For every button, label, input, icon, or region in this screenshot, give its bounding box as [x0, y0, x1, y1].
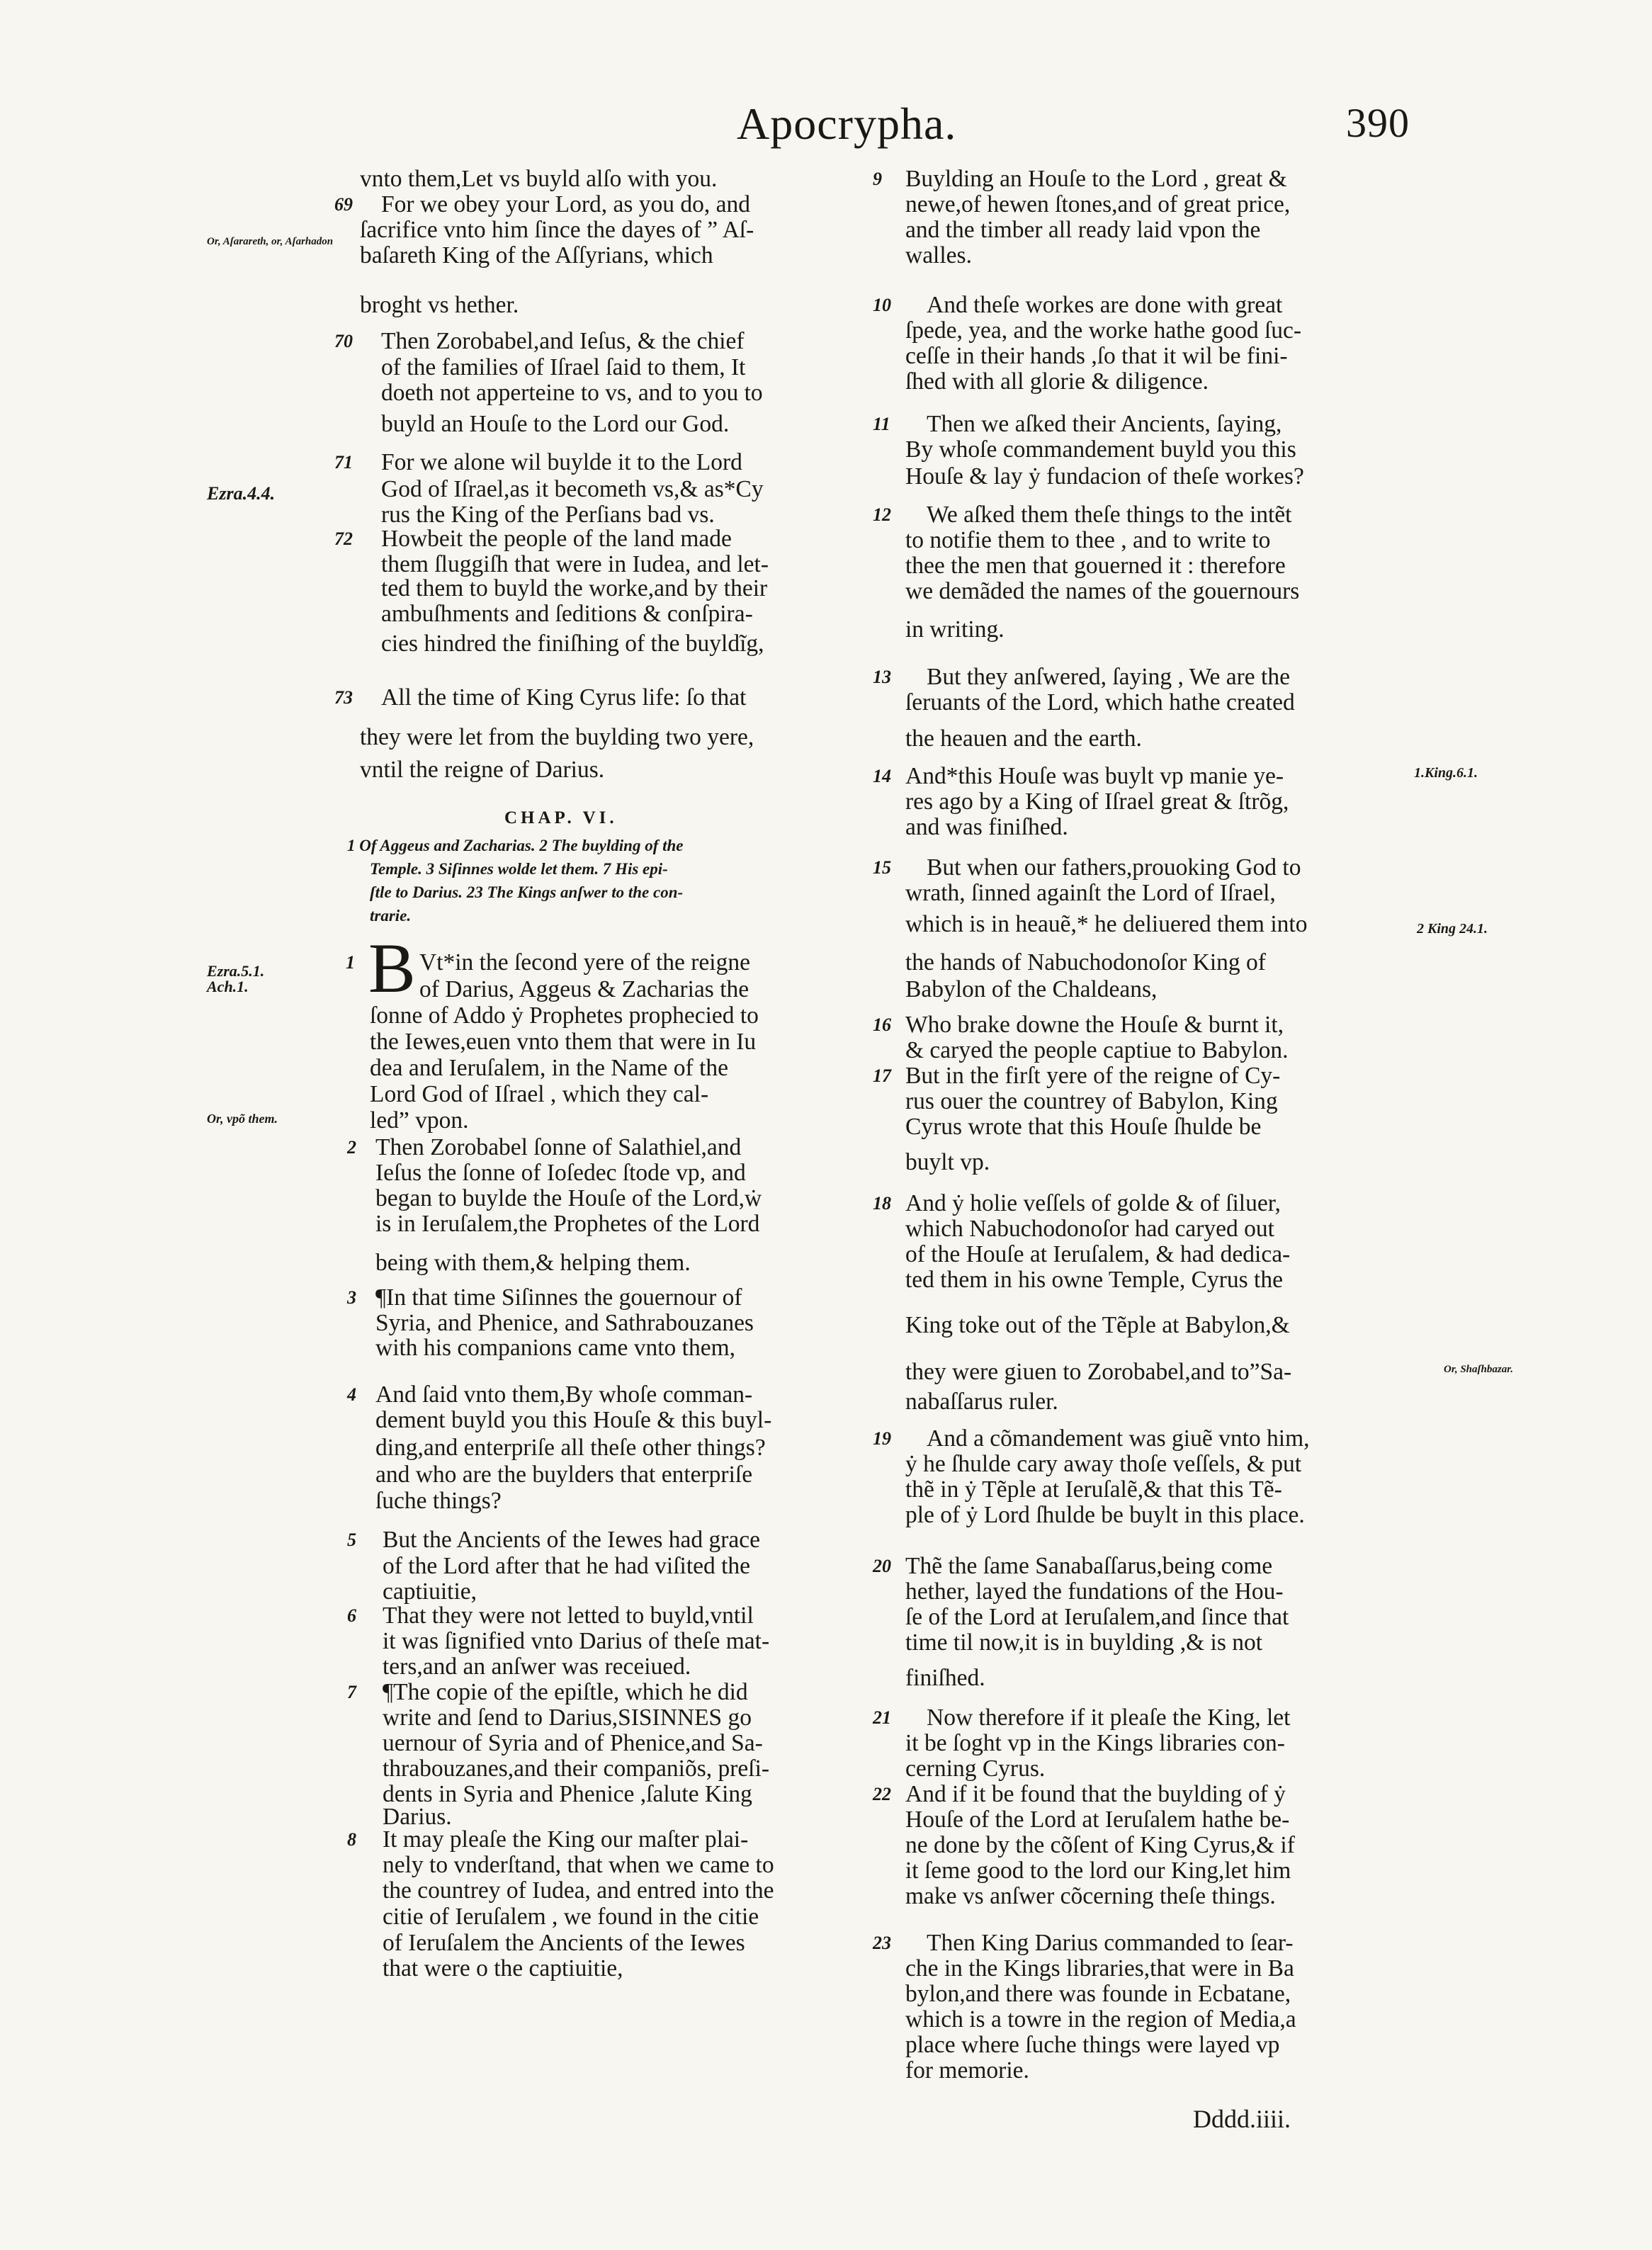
verse-number: 17	[873, 1065, 891, 1086]
text-line: of Ieruſalem the Ancients of the Iewes	[383, 1930, 745, 1956]
page-number: 390	[1346, 100, 1410, 146]
text-line: make vs anſwer cõcerning theſe things.	[905, 1883, 1276, 1909]
text-line: began to buylde the Houſe of the Lord,ẇ	[375, 1185, 762, 1211]
text-line: ſonne of Addo ẏ Prophetes prophecied to	[370, 1002, 759, 1029]
text-line: hether, layed the fundations of the Hou-	[905, 1578, 1284, 1605]
text-line: Syria, and Phenice, and Sathrabouzanes	[375, 1310, 754, 1336]
verse-number: 73	[334, 687, 353, 708]
text-line: ters,and an anſwer was receiued.	[383, 1653, 691, 1680]
text-line: being with them,& helping them.	[375, 1250, 691, 1276]
summary-line: trarie.	[370, 907, 412, 925]
verse-number: 7	[347, 1682, 356, 1702]
text-line: By whoſe commandement buyld you this	[905, 436, 1296, 463]
text-line: And ſaid vnto them,By whoſe comman-	[375, 1381, 753, 1408]
text-line: Then Zorobabel ſonne of Salathiel,and	[375, 1134, 742, 1160]
verse-number: 18	[873, 1193, 891, 1214]
margin-note: Or, vpõ them.	[207, 1112, 278, 1126]
text-line: For we obey your Lord, as you do, and	[381, 191, 751, 217]
text-line: finiſhed.	[905, 1665, 985, 1691]
verse-number: 2	[347, 1137, 356, 1158]
text-line: they were let from the buylding two yere,	[360, 724, 754, 750]
text-line: We aſked them theſe things to the intẽt	[927, 502, 1292, 528]
margin-note: 1.King.6.1.	[1414, 765, 1478, 781]
text-line: Babylon of the Chaldeans,	[905, 976, 1158, 1002]
text-line: citie of Ieruſalem , we found in the citie	[383, 1904, 759, 1930]
verse-number: 1	[346, 952, 355, 973]
verse-number: 70	[334, 331, 353, 351]
text-line: God of Iſrael,as it becometh vs,& as*Cy	[381, 476, 764, 502]
text-line: Then Zorobabel,and Ieſus, & the chief	[381, 328, 745, 354]
text-line: che in the Kings libraries,that were in Ba	[905, 1955, 1294, 1982]
chapter-heading: CHAP. VI.	[504, 808, 618, 827]
text-line: vnto them,Let vs buyld alſo with you.	[360, 166, 718, 192]
verse-number: 15	[873, 857, 891, 878]
text-line: ple of ẏ Lord ſhulde be buylt in this place.	[905, 1502, 1305, 1528]
text-line: buylt vp.	[905, 1149, 990, 1175]
text-line: For we alone wil buylde it to the Lord	[381, 449, 742, 475]
verse-number: 6	[347, 1605, 356, 1626]
text-line: dea and Ieruſalem, in the Name of the	[370, 1055, 729, 1081]
text-line: we demãded the names of the gouernours	[905, 578, 1300, 604]
text-line: Darius.	[383, 1804, 452, 1830]
text-line: buyld an Houſe to the Lord our God.	[381, 411, 730, 437]
text-line: cies hindred the finiſhing of the buyldĩg,	[381, 631, 764, 657]
text-line: is in Ieruſalem,the Prophetes of the Lord	[375, 1211, 760, 1237]
text-line: ted them to buyld the worke,and by their	[381, 575, 768, 601]
text-line: ted them in his owne Temple, Cyrus the	[905, 1267, 1283, 1293]
text-line: bylon,and there was founde in Ecbatane,	[905, 1981, 1291, 2007]
text-line: doeth not apperteine to vs, and to you to	[381, 380, 763, 406]
verse-number: 69	[334, 194, 353, 215]
text-line: Cyrus wrote that this Houſe ſhulde be	[905, 1114, 1262, 1140]
text-line: them ſluggiſh that were in Iudea, and let-	[381, 551, 769, 577]
text-line: Lord God of Iſrael , which they cal-	[370, 1081, 709, 1107]
text-line: And ẏ holie veſſels of golde & of ſiluer,	[905, 1190, 1281, 1216]
text-line: ¶In that time Siſinnes the gouernour of	[375, 1284, 742, 1311]
text-line: res ago by a King of Iſrael great & ſtrõg,	[905, 788, 1289, 815]
text-line: And a cõmandement was giuẽ vnto him,	[927, 1425, 1310, 1452]
text-line: the hands of Nabuchodonoſor King of	[905, 949, 1266, 976]
text-line: nely to vnderſtand, that when we came to	[383, 1852, 774, 1878]
text-line: place where ſuche things were layed vp	[905, 2032, 1280, 2058]
summary-line: Temple. 3 Siſinnes wolde let them. 7 His epi-	[370, 860, 668, 878]
text-line: And*this Houſe was buylt vp manie ye-	[905, 763, 1284, 789]
verse-number: 10	[873, 295, 891, 315]
margin-note: Ezra.5.1. Ach.1.	[207, 962, 265, 995]
text-line: that were o the captiuitie,	[383, 1955, 623, 1982]
text-line: Ieſus the ſonne of Ioſedec ſtode vp, and	[375, 1160, 746, 1186]
text-line: Then King Darius commanded to ſear-	[927, 1930, 1294, 1956]
text-line: But in the firſt yere of the reigne of Cy-	[905, 1063, 1281, 1089]
text-line: Vt*in the ſecond yere of the reigne	[419, 949, 750, 976]
verse-number: 20	[873, 1556, 891, 1576]
text-line: baſareth King of the Aſſyrians, which	[360, 242, 713, 268]
margin-note: 2 King 24.1.	[1417, 921, 1488, 937]
summary-line: 1 Of Aggeus and Zacharias. 2 The buylding of the	[347, 837, 684, 854]
verse-number: 5	[347, 1530, 356, 1550]
verse-number: 71	[334, 452, 353, 473]
text-line: And theſe workes are done with great	[927, 292, 1283, 318]
text-line: ambuſhments and ſeditions & conſpira-	[381, 601, 753, 627]
text-line: dents in Syria and Phenice ,ſalute King	[383, 1781, 752, 1807]
text-line: And if it be found that the buylding of ẏ	[905, 1781, 1286, 1807]
verse-number: 3	[347, 1287, 356, 1308]
text-line: of the families of Iſrael ſaid to them, It	[381, 354, 746, 380]
text-line: it was ſignified vnto Darius of theſe mat-	[383, 1628, 770, 1654]
text-line: Houſe of the Lord at Ieruſalem hathe be-	[905, 1807, 1290, 1833]
text-line: Houſe & lay ẏ fundacion of theſe workes?	[905, 463, 1304, 490]
text-line: ¶The copie of the epiſtle, which he did	[383, 1679, 748, 1705]
text-line: But when our fathers,prouoking God to	[927, 854, 1301, 881]
text-line: thẽ in ẏ Tẽple at Ieruſalẽ,& that this Tẽ-	[905, 1476, 1282, 1503]
text-line: Who brake downe the Houſe & burnt it,	[905, 1012, 1284, 1038]
text-line: ſpede, yea, and the worke hathe good ſuc-	[905, 317, 1302, 344]
text-line: which is a towre in the region of Media,a	[905, 2006, 1296, 2033]
text-line: uernour of Syria and of Phenice,and Sa-	[383, 1730, 763, 1756]
text-line: led” vpon.	[370, 1107, 469, 1134]
text-line: with his companions came vnto them,	[375, 1335, 735, 1361]
text-line: thee the men that gouerned it : therefore	[905, 553, 1286, 579]
text-line: which Nabuchodonoſor had caryed out	[905, 1216, 1274, 1242]
verse-number: 23	[873, 1933, 891, 1953]
margin-note: Or, Aſarareth, or, Aſarhadon	[207, 236, 334, 247]
text-line: ſeruants of the Lord, which hathe created	[905, 689, 1295, 716]
text-line: and the timber all ready laid vpon the	[905, 217, 1261, 243]
text-line: they were giuen to Zorobabel,and to”Sa-	[905, 1359, 1292, 1385]
text-line: But the Ancients of the Iewes had grace	[383, 1527, 761, 1553]
text-line: vntil the reigne of Darius.	[360, 757, 605, 783]
text-line: ẏ he ſhulde cary away thoſe veſſels, & put	[905, 1451, 1302, 1477]
text-line: of Darius, Aggeus & Zacharias the	[419, 976, 749, 1002]
text-line: nabaſſarus ruler.	[905, 1389, 1058, 1415]
text-line: cerning Cyrus.	[905, 1756, 1046, 1782]
text-line: for memorie.	[905, 2057, 1029, 2084]
text-line: broght vs hether.	[360, 292, 519, 318]
verse-number: 19	[873, 1428, 891, 1449]
text-line: time til now,it is in buylding ,& is not	[905, 1629, 1263, 1656]
text-line: & caryed the people captiue to Babylon.	[905, 1037, 1289, 1063]
text-line: of the Houſe at Ieruſalem, & had dedica-	[905, 1241, 1291, 1267]
text-line: it be ſoght vp in the Kings libraries con-	[905, 1730, 1285, 1756]
drop-capital: B	[368, 929, 416, 1007]
text-line: rus the King of the Perſians bad vs.	[381, 502, 715, 528]
text-line: the heauen and the earth.	[905, 725, 1142, 752]
text-line: thrabouzanes,and their companiõs, preſi-	[383, 1756, 770, 1782]
text-line: ceſſe in their hands ,ſo that it wil be fini-	[905, 343, 1288, 369]
verse-number: 22	[873, 1784, 891, 1804]
verse-number: 8	[347, 1829, 356, 1850]
text-line: ding,and enterpriſe all theſe other things?	[375, 1435, 766, 1461]
text-line: which is in heauẽ,* he deliuered them into	[905, 911, 1308, 937]
verse-number: 9	[873, 169, 882, 189]
verse-number: 13	[873, 667, 891, 687]
text-line: and was finiſhed.	[905, 814, 1068, 840]
text-line: Howbeit the people of the land made	[381, 526, 732, 552]
verse-number: 21	[873, 1707, 891, 1728]
summary-line: ſtle to Darius. 23 The Kings anſwer to the con-	[370, 883, 684, 901]
text-line: the Iewes,euen vnto them that were in Iu	[370, 1029, 757, 1055]
verse-number: 72	[334, 528, 353, 549]
text-line: All the time of King Cyrus life: ſo that	[381, 684, 747, 711]
text-line: dement buyld you this Houſe & this buyl-	[375, 1407, 772, 1433]
text-line: That they were not letted to buyld,vntil	[383, 1602, 754, 1629]
verse-number: 14	[873, 766, 891, 786]
text-line: ne done by the cõſent of King Cyrus,& if	[905, 1832, 1295, 1858]
text-line: walles.	[905, 242, 972, 268]
text-line: King toke out of the Tẽple at Babylon,&	[905, 1312, 1290, 1338]
text-line: ſe of the Lord at Ieruſalem,and ſince that	[905, 1604, 1289, 1630]
text-line: the countrey of Iudea, and entred into the	[383, 1877, 774, 1904]
signature-mark: Dddd.iiii.	[1193, 2105, 1291, 2133]
text-line: Buylding an Houſe to the Lord , great &	[905, 166, 1287, 192]
margin-note: Ezra.4.4.	[207, 483, 276, 504]
margin-note: Or, Shaſhbazar.	[1444, 1364, 1513, 1375]
verse-number: 16	[873, 1014, 891, 1035]
text-line: But they anſwered, ſaying , We are the	[927, 664, 1290, 690]
text-line: in writing.	[905, 616, 1005, 643]
text-line: rus ouer the countrey of Babylon, King	[905, 1088, 1278, 1114]
text-line: It may pleaſe the King our maſter plai-	[383, 1826, 749, 1853]
text-line: and who are the buylders that enterpriſe	[375, 1462, 753, 1488]
text-line: write and ſend to Darius,SISINNES go	[383, 1705, 752, 1731]
text-line: wrath, ſinned againſt the Lord of Iſrael,	[905, 880, 1276, 906]
text-line: it ſeme good to the lord our King,let him	[905, 1858, 1291, 1884]
text-line: ſacrifice vnto him ſince the dayes of ” Aſ-	[360, 217, 754, 243]
text-line: Then we aſked their Ancients, ſaying,	[927, 411, 1282, 437]
text-line: ſuche things?	[375, 1488, 502, 1514]
verse-number: 4	[347, 1384, 356, 1405]
verse-number: 11	[873, 414, 890, 434]
text-line: newe,of hewen ſtones,and of great price,	[905, 191, 1291, 217]
text-line: Now therefore if it pleaſe the King, let	[927, 1705, 1291, 1731]
running-title: Apocrypha.	[737, 98, 957, 149]
text-line: to notifie them to thee , and to write to	[905, 527, 1271, 553]
text-line: captiuitie,	[383, 1578, 477, 1605]
text-line: of the Lord after that he had viſited the	[383, 1553, 751, 1579]
verse-number: 12	[873, 504, 891, 525]
text-line: Thẽ the ſame Sanabaſſarus,being come	[905, 1553, 1273, 1579]
text-line: ſhed with all glorie & diligence.	[905, 368, 1209, 395]
